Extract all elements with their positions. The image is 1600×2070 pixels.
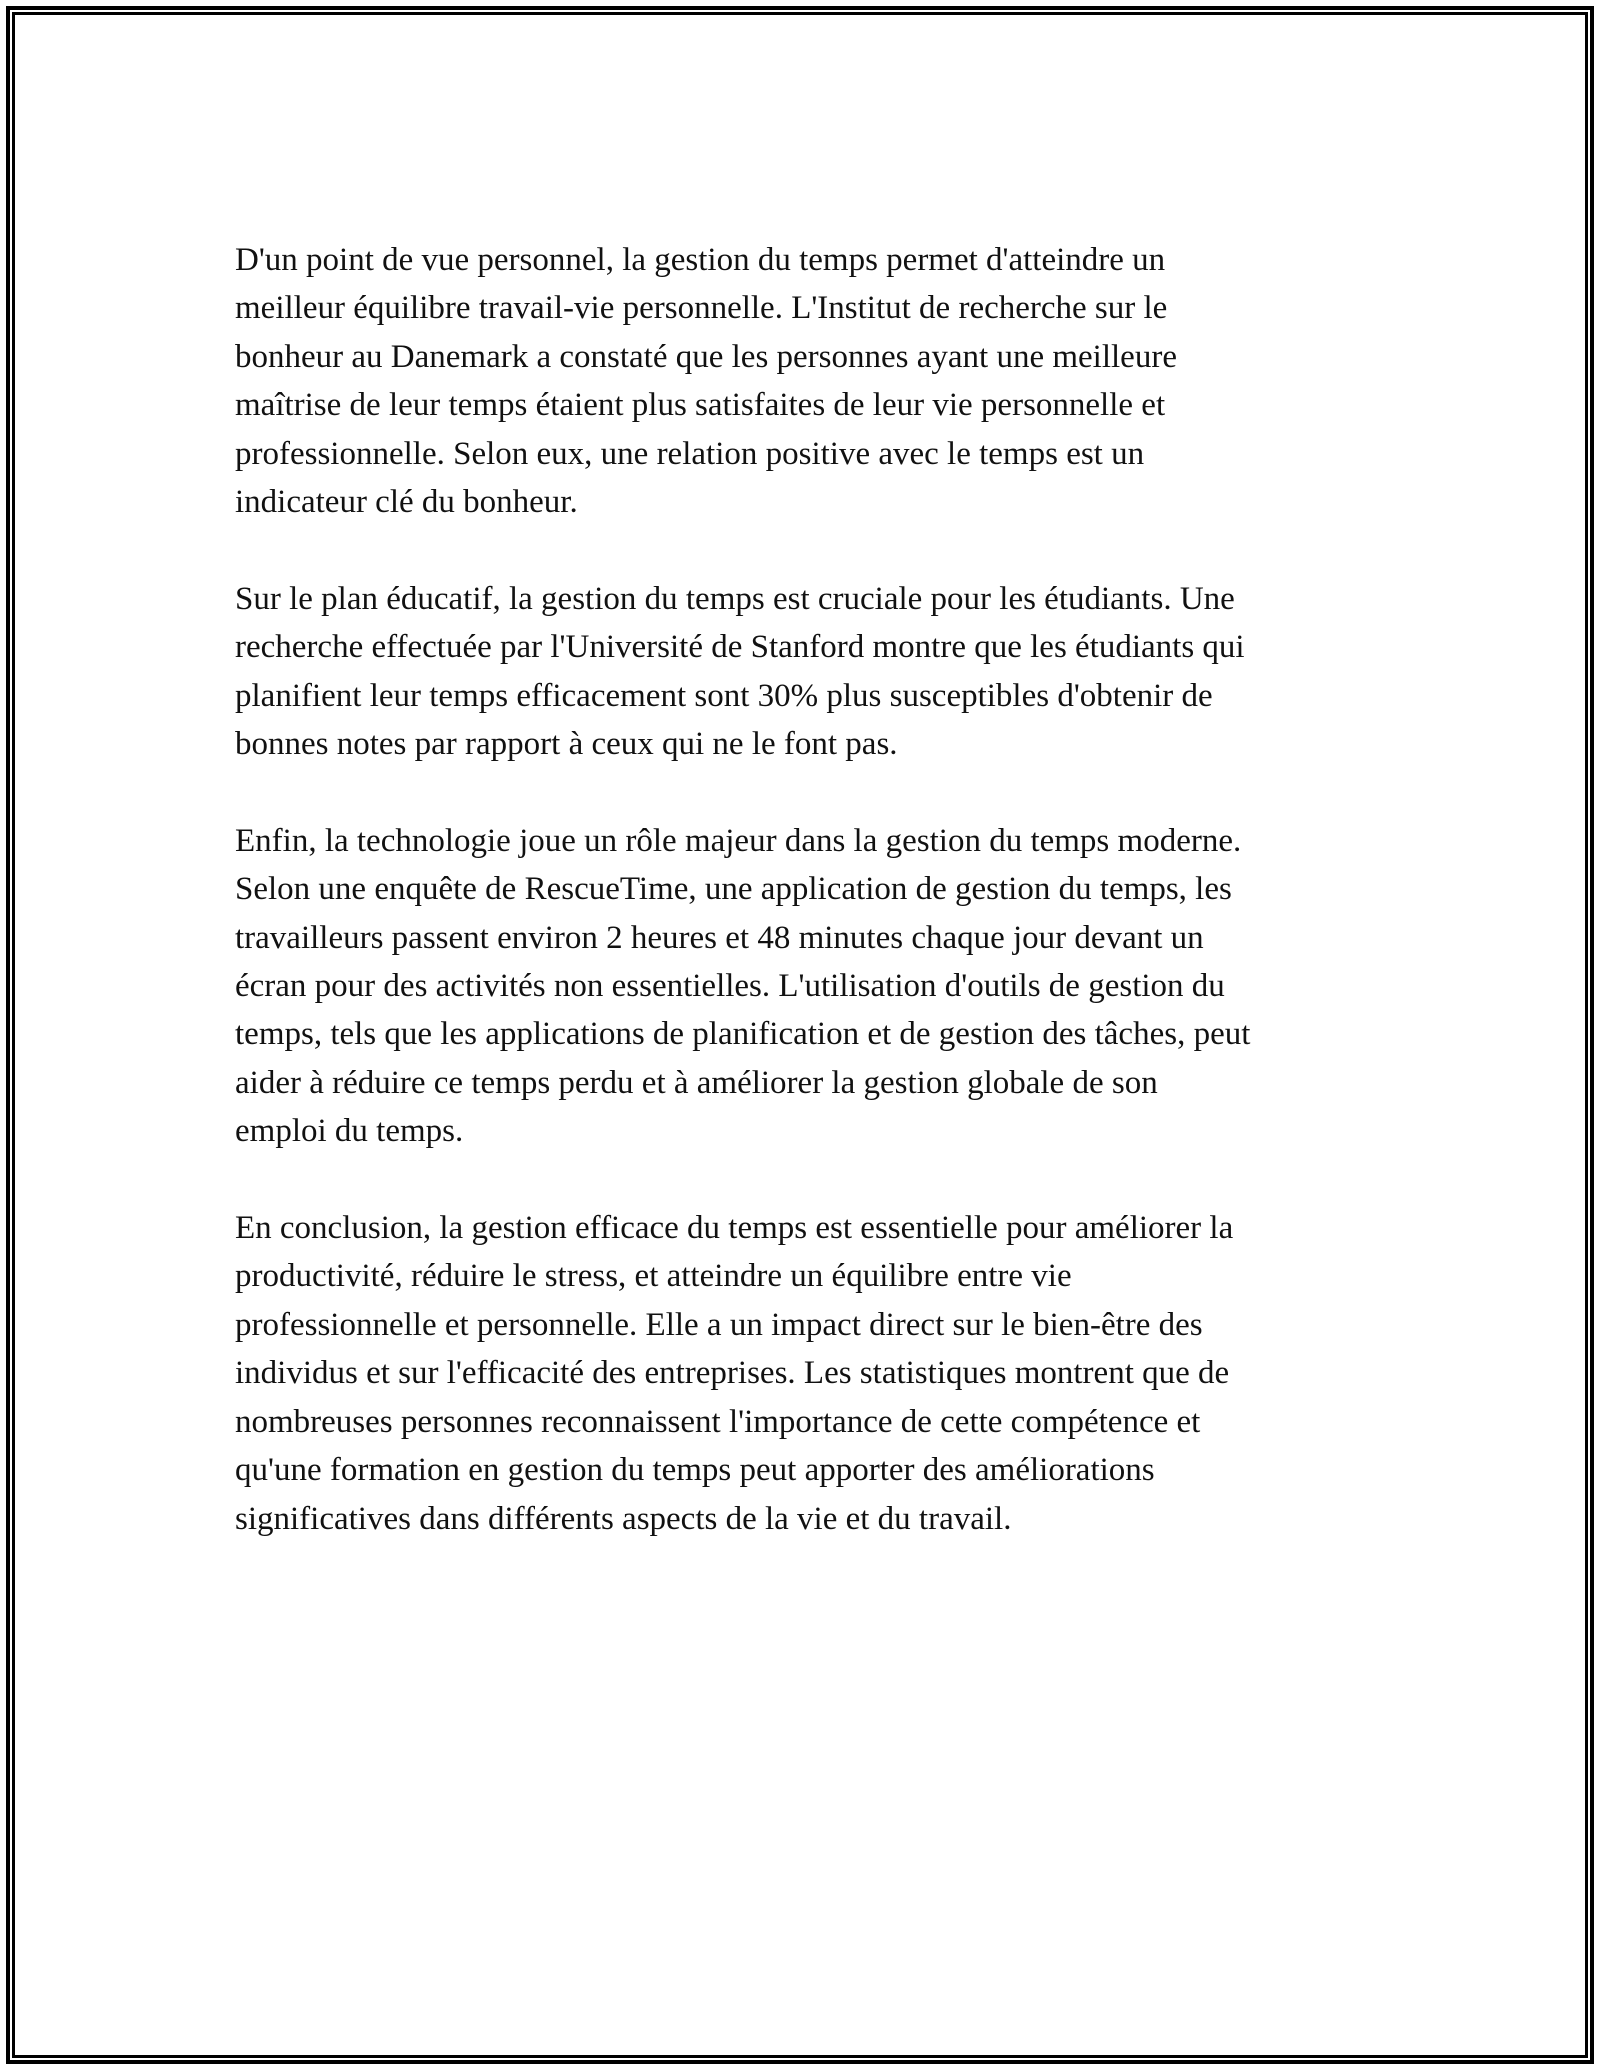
text-line: temps, tels que les applications de planification et de gestion des tâches, peut	[235, 1016, 1251, 1053]
text-line: maîtrise de leur temps étaient plus satisfaites de leur vie personnelle et	[235, 387, 1166, 424]
text-line: Enfin, la technologie joue un rôle majeur dans la gestion du temps moderne.	[235, 822, 1242, 859]
text-line: indicateur clé du bonheur.	[235, 484, 578, 521]
paragraph-personal	[235, 236, 1365, 526]
text-line: significatives dans différents aspects de la vie et du travail.	[235, 1500, 1012, 1537]
paragraph-technology	[235, 817, 1365, 1156]
text-line: productivité, réduire le stress, et atteindre un équilibre entre vie	[235, 1258, 1072, 1295]
document-body	[235, 236, 1365, 1591]
text-line: Sur le plan éducatif, la gestion du temps est cruciale pour les étudiants. Une	[235, 580, 1235, 617]
text-line: En conclusion, la gestion efficace du temps est essentielle pour améliorer la	[235, 1210, 1234, 1247]
text-line: individus et sur l'efficacité des entreprises. Les statistiques montrent que de	[235, 1355, 1230, 1392]
paragraph-conclusion	[235, 1204, 1365, 1543]
paragraph-education	[235, 575, 1365, 769]
text-line: emploi du temps.	[235, 1113, 464, 1150]
text-line: professionnelle. Selon eux, une relation positive avec le temps est un	[235, 435, 1145, 472]
text-line: D'un point de vue personnel, la gestion du temps permet d'atteindre un	[235, 242, 1166, 278]
text-line: professionnelle et personnelle. Elle a un impact direct sur le bien-être des	[235, 1306, 1203, 1343]
text-line: travailleurs passent environ 2 heures et 48 minutes chaque jour devant un	[235, 919, 1204, 956]
text-line: qu'une formation en gestion du temps peut apporter des améliorations	[235, 1452, 1155, 1489]
text-line: écran pour des activités non essentielles. L'utilisation d'outils de gestion du	[235, 968, 1225, 1005]
text-line: planifient leur temps efficacement sont 30% plus susceptibles d'obtenir de	[235, 677, 1213, 714]
text-line: recherche effectuée par l'Université de Stanford montre que les étudiants qui	[235, 629, 1245, 666]
text-line: aider à réduire ce temps perdu et à améliorer la gestion globale de son	[235, 1064, 1158, 1101]
text-line: bonnes notes par rapport à ceux qui ne le font pas.	[235, 726, 898, 763]
text-line: Selon une enquête de RescueTime, une application de gestion du temps, les	[235, 871, 1232, 908]
text-line: bonheur au Danemark a constaté que les personnes ayant une meilleure	[235, 338, 1177, 375]
text-line: nombreuses personnes reconnaissent l'importance de cette compétence et	[235, 1403, 1201, 1440]
text-line: meilleur équilibre travail-vie personnelle. L'Institut de recherche sur le	[235, 290, 1168, 327]
